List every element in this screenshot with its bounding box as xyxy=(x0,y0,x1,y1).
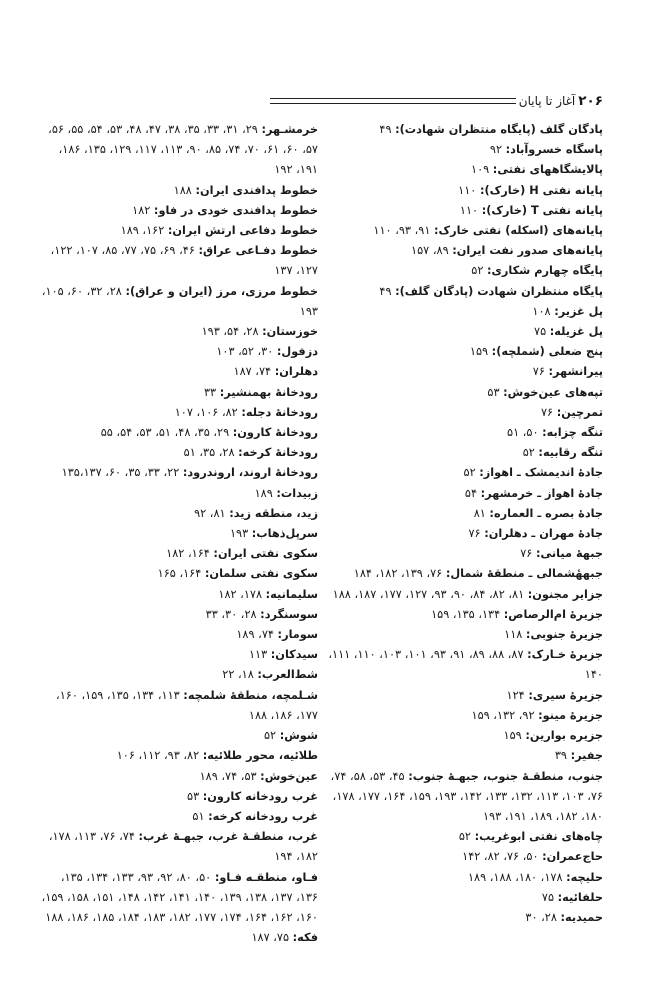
index-entry xyxy=(38,686,318,726)
index-pages: ۴۹ xyxy=(379,123,392,136)
index-term: فـاو، منطقـه فـاو: xyxy=(214,870,318,884)
index-pages: ۵۲ xyxy=(458,830,471,844)
index-pages: ۳۹ xyxy=(554,749,567,763)
index-term: جفیر: xyxy=(570,749,603,763)
index-entry xyxy=(323,443,603,463)
index-pages: ۲۸، ۳۵، ۵۱ xyxy=(183,446,235,460)
index-entry xyxy=(323,221,603,241)
index-entry xyxy=(323,403,603,423)
index-term: عین‌خوش: xyxy=(260,769,318,783)
index-entry xyxy=(323,847,603,867)
index-entry xyxy=(38,524,318,544)
index-term: غرب، منطقـهٔ غرب، جبهـهٔ غرب: xyxy=(138,830,318,844)
index-entry xyxy=(323,423,603,443)
index-term: سکوی نفتی ایران: xyxy=(213,547,318,561)
index-entry xyxy=(323,868,603,888)
index-entry xyxy=(38,767,318,787)
index-pages: ۹۲ xyxy=(489,143,503,157)
index-entry xyxy=(38,605,318,625)
index-entry xyxy=(38,362,318,382)
index-term: شوش: xyxy=(279,729,318,743)
index-term: شـلمچه، منطقهٔ شلمچه: xyxy=(183,688,318,702)
index-pages: ۲۹، ۳۱، ۳۳، ۳۵، ۳۸، ۴۷، ۴۸، ۵۳، ۵۴، ۵۵، ۵۶، ۵۷، ۶۰، ۶۱، ۷۰، ۷۴، ۸۵، ۹۰، ۱۱۳، ۱۱۷، ۱۲۹، ۱۳۵، ۱۸۶، ۱۹۱، ۱۹۲ xyxy=(48,123,318,177)
index-term: حاج‌عمران: xyxy=(542,850,603,864)
index-pages: ۴۹ xyxy=(379,284,392,298)
index-entry xyxy=(38,484,318,504)
index-entry xyxy=(38,221,318,241)
index-entry xyxy=(323,463,603,483)
index-pages: ۱۲۴ xyxy=(506,688,525,702)
index-entry xyxy=(323,383,603,403)
index-term: حمیدیه: xyxy=(560,910,603,924)
index-term: جزیرهٔ ام‌الرصاص: xyxy=(503,607,603,621)
index-entry xyxy=(323,302,603,322)
index-term: جادهٔ مهران ـ دهلران: xyxy=(484,527,603,541)
index-pages: ۷۶ xyxy=(468,527,481,541)
index-term: پایانه‌های (اسکله) نفتی خارک: xyxy=(433,224,603,238)
index-term: جزیرهٔ مینو: xyxy=(538,708,603,722)
index-pages: ۱۶۴، ۱۶۵ xyxy=(157,567,202,581)
index-pages: ۱۸۲ xyxy=(132,203,151,217)
index-entry xyxy=(323,726,603,746)
book-title: آغاز تا پایان xyxy=(518,94,576,108)
index-term: حلفائیه: xyxy=(557,890,603,904)
index-entry xyxy=(323,120,603,140)
index-entry xyxy=(38,827,318,867)
index-pages: ۵۴ xyxy=(464,486,478,500)
index-entry xyxy=(323,261,603,281)
index-term: جبههٔ میانی: xyxy=(535,547,603,561)
index-term: دهلران: xyxy=(274,365,318,379)
index-pages: ۲۲، ۳۳، ۳۵، ۶۰، ۱۳۵،۱۳۷ xyxy=(61,466,180,480)
index-term: جزیره بوارین: xyxy=(525,729,603,743)
running-header xyxy=(268,92,603,110)
index-entry xyxy=(323,908,603,928)
index-term: سوسنگرد: xyxy=(260,607,318,621)
index-entry xyxy=(38,463,318,483)
index-term: خطوط پدافندی ایران: xyxy=(195,183,318,197)
index-entry xyxy=(38,746,318,766)
index-term: فکه: xyxy=(292,931,318,945)
index-term: خرمشـهر: xyxy=(261,123,318,136)
index-entry xyxy=(38,787,318,807)
index-pages: ۳۳ xyxy=(203,385,217,399)
index-pages: ۱۱۰ xyxy=(458,183,477,197)
index-pages: ۸۲، ۹۳، ۱۱۲، ۱۰۶ xyxy=(116,749,200,763)
index-pages: ۸۹، ۱۵۷ xyxy=(411,244,449,258)
index-entry xyxy=(323,241,603,261)
index-entry xyxy=(38,403,318,423)
index-term: پنج ضعلی (شملچه): xyxy=(491,345,603,359)
index-pages: ۵۱ xyxy=(192,809,205,823)
index-term: رودخانهٔ دجله: xyxy=(241,405,318,419)
index-entry xyxy=(323,605,603,625)
index-pages: ۱۵۹ xyxy=(469,345,489,359)
index-pages: ۵۲ xyxy=(522,446,535,460)
index-term: تمرچین: xyxy=(556,405,603,419)
index-entry xyxy=(323,504,603,524)
index-pages: ۷۴، ۷۶، ۱۱۳، ۱۷۸، ۱۸۲، ۱۹۴ xyxy=(48,830,318,864)
index-pages: ۸۱، ۸۲، ۸۴، ۹۰، ۹۳، ۱۲۷، ۱۷۷، ۱۸۷، ۱۸۸ xyxy=(332,587,525,601)
index-entry xyxy=(38,120,318,181)
index-term: سیدکان: xyxy=(270,648,318,662)
index-pages: ۷۶ xyxy=(520,547,533,561)
index-entry xyxy=(38,928,318,948)
index-term: پایگاه چهارم شکاری: xyxy=(487,264,603,278)
index-entry xyxy=(323,564,603,584)
index-entry xyxy=(38,544,318,564)
index-term: غرب رودخانه کارون: xyxy=(202,789,318,803)
index-term: پل غزیله: xyxy=(549,325,603,339)
index-term: خطوط دفـاعی عراق: xyxy=(198,244,318,258)
index-pages: ۸۲، ۱۰۶، ۱۰۷ xyxy=(174,405,238,419)
index-pages: ۵۰، ۷۶، ۸۲، ۱۴۲ xyxy=(462,850,539,864)
index-entry xyxy=(323,362,603,382)
index-term: زید، منطقه زید: xyxy=(229,506,318,520)
index-entry xyxy=(323,544,603,564)
index-term: جادهٔ بصره ـ العماره: xyxy=(489,506,603,520)
index-pages: ۳۰، ۵۲، ۱۰۳ xyxy=(216,345,274,359)
index-entry xyxy=(38,423,318,443)
index-pages: ۱۶۴، ۱۸۲ xyxy=(166,547,210,561)
header-rule xyxy=(270,98,516,104)
index-term: سرپل‌ذهاب: xyxy=(251,527,318,541)
index-entry xyxy=(323,767,603,828)
index-pages: ۲۹، ۳۵، ۴۸، ۵۱، ۵۳، ۵۴، ۵۵ xyxy=(100,426,230,440)
index-pages: ۷۶، ۱۳۹، ۱۸۲، ۱۸۴ xyxy=(353,567,443,581)
index-pages: ۷۶ xyxy=(540,405,554,419)
index-term: جادهٔ اندیمشک ـ اهواز: xyxy=(479,466,603,480)
index-pages: ۱۱۳، ۱۳۴، ۱۳۵، ۱۵۹، ۱۶۰، ۱۷۷، ۱۸۶، ۱۸۸ xyxy=(56,688,318,722)
index-pages: ۵۳ xyxy=(187,789,200,803)
index-term: تنگه رقابیه: xyxy=(538,446,603,460)
index-pages: ۵۲ xyxy=(463,466,476,480)
index-pages: ۴۶، ۶۹، ۷۵، ۷۷، ۸۵، ۱۰۷، ۱۲۲، ۱۲۷، ۱۳۷ xyxy=(50,244,318,278)
index-pages: ۷۴، ۱۸۹ xyxy=(236,628,274,642)
index-entry xyxy=(38,342,318,362)
index-pages: ۱۹۳ xyxy=(229,527,249,541)
index-entry xyxy=(323,181,603,201)
index-term: خطوط دفاعی ارتش ایران: xyxy=(167,224,318,238)
index-pages: ۷۶ xyxy=(532,365,545,379)
index-entry xyxy=(323,888,603,908)
index-term: پادگان گلف (پایگاه منتظران شهادت): xyxy=(395,123,603,136)
index-pages: ۱۷۸، ۱۸۲ xyxy=(218,587,263,601)
index-term: جزیرهٔ خـارک: xyxy=(527,648,603,662)
index-term: سکوی نفتی سلمان: xyxy=(204,567,318,581)
index-term: پایانه نفتی H (خارک): xyxy=(479,183,603,197)
index-term: جادهٔ اهواز ـ خرمشهر: xyxy=(480,486,603,500)
index-entry xyxy=(323,342,603,362)
index-entry xyxy=(38,322,318,342)
index-term: چاه‌های نفتی ابوغریب: xyxy=(474,830,603,844)
index-pages: ۱۱۸ xyxy=(504,628,523,642)
index-term: زبیدات: xyxy=(276,486,318,500)
index-term: رودخانهٔ کارون: xyxy=(232,426,318,440)
index-term: طلائیه، محور طلائیه: xyxy=(202,749,318,763)
index-pages: ۱۰۸ xyxy=(532,304,551,318)
index-term: پالایشگاههای نفتی: xyxy=(492,163,603,177)
index-column-right xyxy=(323,120,603,928)
index-term: پایگاه منتظران شهادت (پادگان گلف): xyxy=(395,284,603,298)
index-entry xyxy=(323,686,603,706)
index-term: جزیرهٔ جنوبی: xyxy=(525,628,603,642)
index-term: تپه‌های عین‌خوش: xyxy=(503,385,603,399)
index-entry xyxy=(38,201,318,221)
index-pages: ۱۵۹ xyxy=(503,729,522,743)
index-pages: ۱۸، ۲۲ xyxy=(222,668,254,682)
index-entry xyxy=(38,665,318,685)
index-column-left xyxy=(38,120,318,948)
index-term: تنگه چزابه: xyxy=(542,426,603,440)
index-entry xyxy=(323,322,603,342)
index-pages: ۲۸، ۳۲، ۶۰، ۱۰۵، ۱۹۳ xyxy=(41,284,318,318)
index-term: پل غزیر: xyxy=(554,304,603,318)
index-pages: ۱۱۳ xyxy=(248,648,268,662)
index-term: جنوب، منطقـهٔ جنوب، جبهـهٔ جنوب: xyxy=(408,769,603,783)
index-entry xyxy=(38,645,318,665)
index-entry xyxy=(323,746,603,766)
index-entry xyxy=(38,564,318,584)
index-term: جزایر مجنون: xyxy=(527,587,603,601)
index-pages: ۷۵، ۱۸۷ xyxy=(251,931,290,945)
index-pages: ۲۸، ۳۰ xyxy=(525,910,557,924)
index-entry xyxy=(323,585,603,605)
index-pages: ۸۱ xyxy=(473,506,486,520)
index-entry xyxy=(323,524,603,544)
index-pages: ۱۰۹ xyxy=(471,163,490,177)
index-pages: ۵۰، ۵۱ xyxy=(507,426,539,440)
index-pages: ۱۶۲، ۱۸۹ xyxy=(120,224,165,238)
index-term: خوزستان: xyxy=(262,325,318,339)
index-entry xyxy=(323,140,603,160)
index-pages: ۲۸، ۳۰، ۳۳ xyxy=(205,607,257,621)
index-pages: ۸۱، ۹۲ xyxy=(194,506,226,520)
index-pages: ۱۱۰ xyxy=(459,203,479,217)
index-pages: ۷۴، ۱۸۷ xyxy=(233,365,272,379)
index-term: دزفول: xyxy=(276,345,318,359)
index-term: پایانه نفتی T (خارک): xyxy=(481,203,603,217)
index-entry xyxy=(323,625,603,645)
index-pages: ۵۳، ۷۴، ۱۸۹ xyxy=(199,769,257,783)
index-term: سومار: xyxy=(277,628,318,642)
index-pages: ۱۸۹ xyxy=(254,486,273,500)
index-entry xyxy=(38,807,318,827)
index-term: خطوط پدافندی خودی در فاو: xyxy=(153,203,318,217)
index-pages: ۵۲ xyxy=(471,264,484,278)
index-entry xyxy=(38,726,318,746)
index-entry xyxy=(38,443,318,463)
index-entry xyxy=(323,827,603,847)
index-term: شط‌العرب: xyxy=(257,668,318,682)
index-term: رودخانهٔ اروند، اروندرود: xyxy=(182,466,318,480)
index-term: جبههٔشمالی ـ منطقهٔ شمال: xyxy=(445,567,603,581)
index-entry xyxy=(38,282,318,322)
index-entry xyxy=(323,484,603,504)
index-pages: ۸۷، ۸۸، ۸۹، ۹۱، ۹۳، ۱۰۱، ۱۰۳، ۱۱۰، ۱۱۱، ۱۴۰ xyxy=(328,648,603,682)
index-pages: ۴۵، ۵۳، ۵۸، ۷۴، ۷۶، ۱۰۳، ۱۱۳، ۱۳۲، ۱۳۳، ۱۴۲، ۱۹۳، ۱۵۹، ۱۶۴، ۱۷۷، ۱۷۸، ۱۸۰، ۱۸۲، ۱۸۹، ۱۹۱، ۱۹۳ xyxy=(330,769,603,823)
page-number: ۲۰۶ xyxy=(578,93,603,109)
index-term: سلیمانیه: xyxy=(265,587,318,601)
index-pages: ۵۳ xyxy=(487,385,500,399)
index-entry xyxy=(38,241,318,281)
index-pages: ۲۸، ۵۴، ۱۹۳ xyxy=(201,325,259,339)
index-entry xyxy=(38,585,318,605)
index-pages: ۹۱، ۹۳، ۱۱۰ xyxy=(373,224,431,238)
index-entry xyxy=(323,160,603,180)
index-entry xyxy=(38,625,318,645)
index-term: جزیرهٔ سیری: xyxy=(528,688,603,702)
index-entry xyxy=(323,645,603,685)
index-pages: ۱۳۴، ۱۳۵، ۱۵۹ xyxy=(431,607,501,621)
index-entry xyxy=(323,201,603,221)
index-pages: ۵۰، ۸۰، ۹۲، ۹۳، ۱۳۳، ۱۳۴، ۱۳۵، ۱۳۶، ۱۳۷، ۱۳۸، ۱۳۹، ۱۴۰، ۱۴۱، ۱۴۲، ۱۴۸، ۱۵۱، ۱۵۸، ۱۵۹، ۱۶۰، ۱۶۲، ۱۶۴، ۱۷۴، ۱۷۷، ۱۸۲، ۱۸۳، ۱۸۴، ۱۸۵، ۱۸۶، ۱۸۸ xyxy=(41,870,318,924)
index-pages: ۱۷۸، ۱۸۰، ۱۸۸، ۱۸۹ xyxy=(467,870,563,884)
index-entry xyxy=(38,383,318,403)
index-term: پاسگاه خسروآباد: xyxy=(505,143,603,157)
index-entry xyxy=(323,282,603,302)
index-entry xyxy=(38,868,318,929)
index-pages: ۷۵ xyxy=(541,890,555,904)
index-term: پیرانشهر: xyxy=(548,365,603,379)
index-term: رودخانهٔ کرخه: xyxy=(238,446,318,460)
index-pages: ۷۵ xyxy=(534,325,547,339)
index-pages: ۵۲ xyxy=(263,729,277,743)
index-term: پایانه‌های صدور نفت ایران: xyxy=(452,244,603,258)
index-term: حلیچه: xyxy=(566,870,603,884)
index-entry xyxy=(38,504,318,524)
index-term: غرب رودخانه کرخه: xyxy=(208,809,318,823)
index-pages: ۱۸۸ xyxy=(173,183,192,197)
index-entry xyxy=(38,181,318,201)
index-entry xyxy=(323,706,603,726)
index-term: رودخانهٔ بهمنشیر: xyxy=(219,385,318,399)
index-term: خطوط مرزی، مرز (ایران و عراق): xyxy=(125,284,318,298)
index-pages: ۹۲، ۱۳۲، ۱۵۹ xyxy=(471,708,535,722)
